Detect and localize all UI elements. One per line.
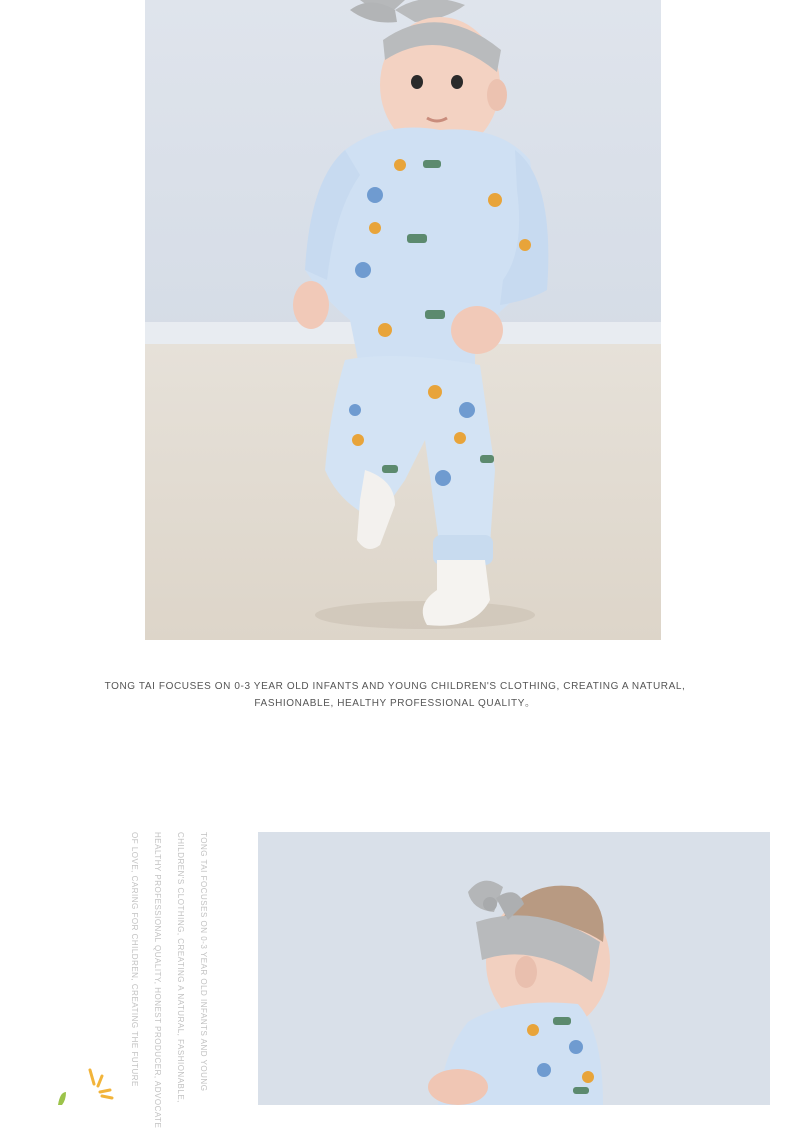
brand-tagline-line-2: FASHIONABLE, HEALTHY PROFESSIONAL QUALITY。 (254, 698, 536, 709)
vertical-brand-text-2: CHILDREN'S CLOTHING, CREATING A NATURAL, FASHIONABLE, (176, 832, 185, 1103)
product-photo-baby-side-view (258, 832, 770, 1105)
sun-sprout-icon (50, 1062, 130, 1105)
vertical-brand-text-3: HEALTHY PROFESSIONAL QUALITY, HONEST PRODUCER, ADVOCATE (153, 832, 162, 1128)
brand-tagline-line-1: TONG TAI FOCUSES ON 0-3 YEAR OLD INFANTS AND YOUNG CHILDREN'S CLOTHING, CREATING A NATURAL, (104, 681, 686, 692)
vertical-brand-text-1: TONG TAI FOCUSES ON 0-3 YEAR OLD INFANTS AND YOUNG (199, 832, 208, 1092)
vertical-brand-text-4: OF LOVE, CARING FOR CHILDREN, CREATING THE FUTURE (130, 832, 139, 1087)
product-photo-walking-toddler (145, 0, 661, 640)
